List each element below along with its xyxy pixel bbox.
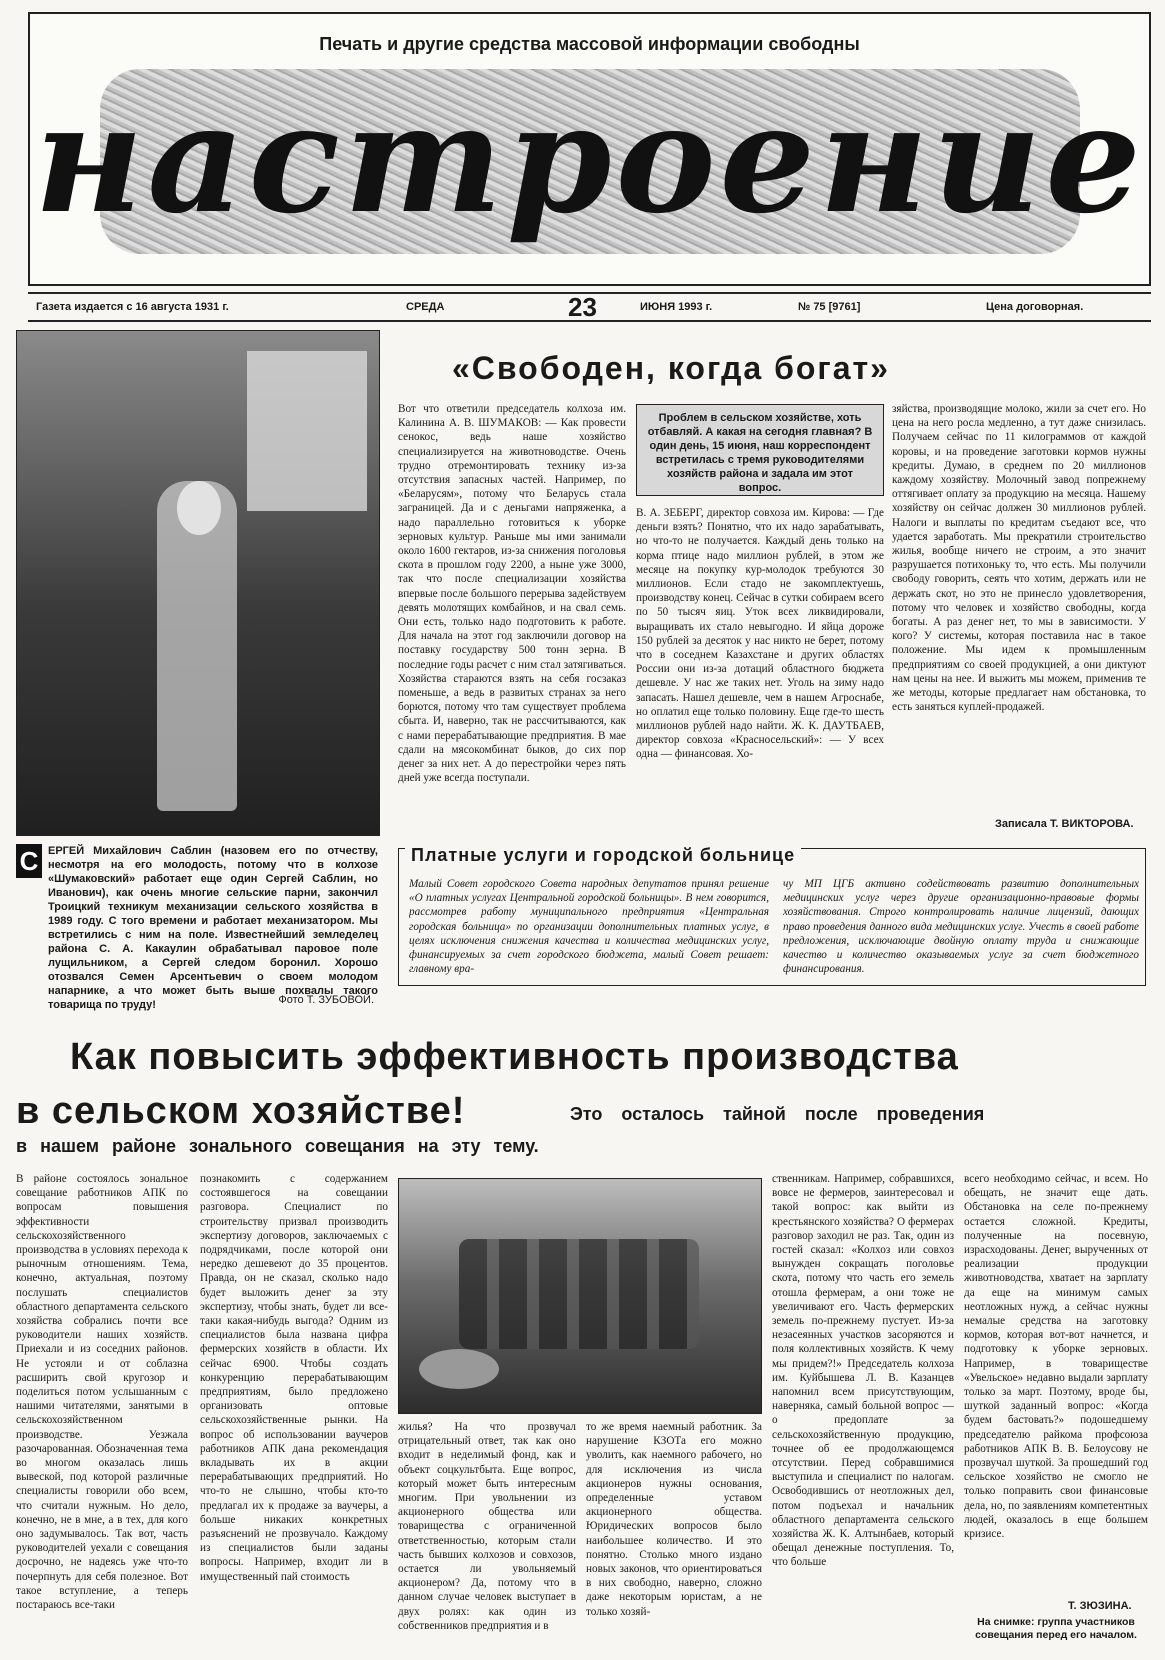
efficiency-col1: В районе состоялось зональное совещание работников АПК по вопросам повышения эффективности сельскохозяйственного производства в условиях перехода к рыночным отношениям. Тема, конечно, актуальная, поэтому послушать специалистов областного департамента сельского хозяйства собрались почти все руководители наших хозяйств. Приехали и из соседних районов. Не устояли и от соблазна расширить свой кругозор и поделиться потом услышанным с нашими читателями, занятыми в сельскохозяйственном производстве. Уезжала разочарованная. Обозначенная тема во многом оказалась лишь вывеской, под которой различные специалисты говорили обо всем, что считали нужным. Но дело, конечно, не в мне, а в тех, для кого оно задумывалось. Так вот, часть руководителей уехали с совещания досрочно, не надеясь уже что-то почерпнуть для себя полезное. Вот такое вступление, а теперь постараюсь все-таки: [16, 1173, 188, 1612]
efficiency-col3b: то же время наемный работник. За нарушение КЗОТа его можно уволить, как наемного рабочего, но для исключения из числа акционеров нужны основания, определенные уставом акционерного общества. Юридических вопросов было наибольшее количество. И это понятно. Столько много издано новых законов, что ориентироваться в них свободно, наверно, сложно даже некоторым юристам, а не только хозяй-: [586, 1421, 762, 1618]
day-number: 23: [568, 292, 597, 322]
photo1-credit: Фото Т. ЗУБОВОЙ.: [278, 994, 374, 1006]
efficiency-photo-caption: На снимке: группа участников совещания перед его началом.: [975, 1616, 1137, 1641]
lead-intro-text: Проблем в сельском хозяйстве, хоть отбавляй. А какая на сегодня главная? В один день, 15 июня, наш корреспондент встретилась с тремя руководителями хозяйств района и задала им этот вопрос.: [647, 412, 873, 494]
photo1-caption: ЕРГЕЙ Михайлович Саблин (назовем его по отчеству, несмотря на его молодость, потому что в колхозе «Шумаковский» работает еще один Сергей Саблин, но Иванович), как очень многие сельские парни, закончил Троицкий техникум механизации сельского хозяйства в 1989 году. С того времени и работает механизатором. Мы встретились с ним на поле. Известнейший земледелец района С. А. Какаулин обрабатывал паровое поле лущильником, а Сергей следом боронил. Хорошо отозвался Семен Арсентьевич о своем молодом напарнике, а что может быть выше похвалы такого товарища по труду!: [48, 845, 378, 1011]
efficiency-headline-2: в сельском хозяйстве!: [16, 1090, 466, 1132]
lead-intro-box: [636, 404, 884, 496]
issue-info-bar: [28, 292, 1151, 322]
hospital-headline: Платные услуги и городской больнице: [405, 845, 801, 866]
month-year: ИЮНЯ 1993 г.: [640, 301, 713, 313]
efficiency-col2: познакомить с содержанием состоявшегося на совещании разговора. Специалист по строительству призвал производить экспертизу договоров, заключаемых с подрядчиками, после которой они нередко дешевеют до 35 процентов. Правда, он не сказал, сколько надо будет выложить денег за эту экспертизу, чтобы знать, будет ли все-таки какая-нибудь выгода? Одним из специалистов была названа цифра фермерских хозяйств в области. Их сейчас 6900. Чтобы создать конкуренцию перерабатывающим предприятиям, было предложено организовать оптовые сельскохозяйственные рынки. На вопрос об использовании ваучеров работников АПК дана рекомендация вкладывать их в акции перерабатывающих предприятий. Но что-то не слышно, чтобы кто-то предлагал их к продаже за ваучеры, а больше никаких конкретных разъяснений не прозвучало. Каждому из специалистов были заданы вопросы. Например, входит ли в имущественный пай стоимость: [200, 1173, 388, 1583]
hospital-right: чу МП ЦГБ активно содействовать развитию дополнительных медицинских услуг через другие организационно-правовые формы хозяйствования. Строго контролировать наличие лицензий, дающих право проведения данного вида медицинских услуг. Учесть в своей работе предложения, исключающие двойную оплату труда и снижающие качество и количество оказываемых услуг за счет бюджетного финансирования.: [783, 878, 1139, 976]
efficiency-sub-2: в нашем районе зонального совещания на эту тему.: [16, 1136, 539, 1156]
lead-col1: Вот что ответили председатель колхоза им. Калинина А. В. ШУМАКОВ: — Как провести сенокос, ведь наше хозяйство специализируется на животноводстве. Очень трудно отремонтировать технику из-за отсутствия запасных частей. Например, по «Беларусям», потому что Беларусь стала заграницей. Да и с деньгами напряженка, а надо параллельно готовиться к уборке зерновых культур. Раньше мы ими занимали около 1600 гектаров, из-за снижения поголовья скота в прошлом году 2200, а ныне уже 3000, так что после специализации хозяйства впервые после большого перерыва задействуем девять молотящих комбайнов, и на свал семь. Они есть, только надо подготовить к работе. Для начала на этот год заключили договор на поставку государству 500 тонн зерна. В последние годы расчет с ним стал затягиваться. Хозяйства стараются взять на себя госзаказ поменьше, а ведь в развитых странах за него борются, потому что там существует проблема сбыта. И, наверно, так не рассчитываются, как с нами перерабатывающие предприятия. В мае сдали на мясокомбинат быков, до сих пор денег за них нет. А до перестройки через пять дней уже всегда поступали.: [398, 403, 626, 785]
lead-byline: Записала Т. ВИКТОРОВА.: [995, 818, 1134, 830]
issue-number: № 75 [9761]: [798, 301, 861, 313]
lead-col2: В. А. ЗЕБЕРГ, директор совхоза им. Кирова: — Где деньги взять? Понятно, что их надо зарабатывать, но что-то не получается. Каждый день только на корма птице надо миллион рублей, в этом же месяце на покупку кур-молодок требуются 30 миллионов. Если стадо не закомплектуешь, производству конец. Сейчас в сутки собираем всего по 50 тысяч яиц. Уток всех ликвидировали, выращивать их стало невыгодно. И яйца дороже 150 рублей за десяток у нас никто не берет, потому что в соседнем Казахстане и других областях России они из-за дотаций областного бюджета дешевле. У нас же таких нет. Уголь на зиму надо запасать. Нашел дешевле, чем в нашем Агроснабе, но оплатил еще только половину. Еще где-то шесть миллионов рублей надо найти. Ж. К. ДАУТБАЕВ, директор совхоза «Красносельский»: — У всех одна — финансовая. Хо-: [636, 507, 884, 761]
hospital-article: [398, 845, 1146, 986]
lead-col3: зяйства, производящие молоко, жили за счет его. Но цена на него росла медленно, а тут даже снизилась. Получаем сейчас по 11 килограммов от каждой коровы, и на проведение заготовки кормов нужны кредиты. Думаю, в среднем по 20 миллионов каждому хозяйству. Молочный завод попрежнему оттягивает оплату за продукцию на месяца. Нашему хозяйству он сейчас должен 30 миллионов рублей. Налоги и выплаты по кредитам съедают все, что удается заработать. Мы прекратили строительство жилья, вообще ничего не строим, а это значит разрушается потихоньку то, что есть. Мы получили свободу говорить, сеять что хотим, держать или не держать скот, но это не принесло удовлетворения, потому что человек и хозяйство свободны, когда богаты. А раз денег нет, то мы в зависимости. У кого? У системы, которая поставила нас в такое положение. Мы идем к промышленным предприятиям со своей продукцией, а они диктуют нам цены на нее. И выжить мы можем, применив те же методы, которые предлагает нам обстановка, то есть заняться куплей-продажей.: [892, 403, 1146, 714]
efficiency-sub-1: Это осталось тайной после проведения: [570, 1104, 985, 1124]
price: Цена договорная.: [986, 301, 1084, 313]
efficiency-col5: всего необходимо сейчас, и всем. Но обещать, не значит еще дать. Обстановка на селе по-прежнему остается сложной. Кредиты, полученные на посевную, израсходованы. Денег, вырученных от реализации продукции животноводства, хватает на зарплату да еще на минимум самых неотложных нужд, а сейчас нужны немалые средства на заготовку кормов, которая вот-вот начнется, и подготовку к уборке зерновых. Например, в товариществе «Увельское» недавно выдали зарплату только за март. Поэтому, вроде бы, шуткой заданный вопрос: «Когда будем бастовать?» подошедшему председателю райкома профсоюза работников АПК В. В. Белоусову не прозвучал шуткой. За прошедший год сельское хозяйство не смогло не только поправить свои финансовые дела, но, по заявлениям компетентных людей, оказалось в еще большем кризисе.: [964, 1173, 1148, 1541]
newspaper-title: настроение: [34, 71, 1145, 247]
efficiency-col3a: жилья? На что прозвучал отрицательный ответ, так как оно входит в неделимый фонд, как и объект соцкультбыта. Еще вопрос, который может быть интересным многим. При увольнении из акционерного общества или товарищества с ограниченной ответственностью, которым стали часть бывших колхозов и совхозов, остается ли увольняемый акционером? Да, потому что в данном случае человек выступает в двух ролях: как один из собственников предприятия и в: [398, 1421, 576, 1632]
lead-headline: «Свободен, когда богат»: [452, 350, 890, 386]
efficiency-headline-1: Как повысить эффективность производства: [70, 1036, 959, 1078]
hospital-left: Малый Совет городского Совета народных депутатов принял решение «О платных услугах Центральной городской больницы». В нем говорится, рассмотрев работу муниципального предприятия «Центральная городская больница» по организации дополнительных платных услуг, в целях исключения снижения качества и количества медицинских услуг, финансируемых за счет городского бюджета, малый Совет решает: главному вра-: [409, 878, 769, 976]
founded-text: Газета издается с 16 августа 1931 г.: [36, 301, 229, 313]
photo-meeting-participants: [398, 1178, 762, 1414]
photo-tractor-driver: [16, 330, 380, 836]
dropcap: С: [16, 844, 42, 878]
masthead: [28, 12, 1151, 286]
motto: Печать и другие средства массовой информации свободны: [319, 34, 860, 54]
efficiency-col4: ственникам. Например, собравшихся, вовсе не фермеров, заинтересовал и такой вопрос: как выйти из крестьянского хозяйства? О фермерах разговор заходил не раз. Так, один из гостей сказал: «Колхоз или совхоз вынужден сокращать поголовье скота, потому что часть его земель отошла фермерам, а они тоже не увеличивают его. Часть фермерских земель по-прежнему пустует. Из-за незасеянных участков засоряются и поля коллективных хозяйств. К чему мы придем?!» Председатель колхоза им. Куйбышева Л. В. Казанцев напомнил всем присутствующим, наверняка, самый больной вопрос — о предоплате за сельскохозяйственную продукцию, точнее об ее продолжающемся отсутствии. Перед собравшимися выступила и специалист по налогам. Освободившись от неотложных дел, потом подъехал и начальник областного департамента сельского хозяйства Ж. К. Алтынбаев, который обещал денежные поступления. То, что больше: [772, 1173, 954, 1569]
efficiency-author: Т. ЗЮЗИНА.: [1068, 1600, 1132, 1612]
photo1-caption-block: [16, 844, 380, 1010]
weekday: СРЕДА: [406, 301, 445, 313]
